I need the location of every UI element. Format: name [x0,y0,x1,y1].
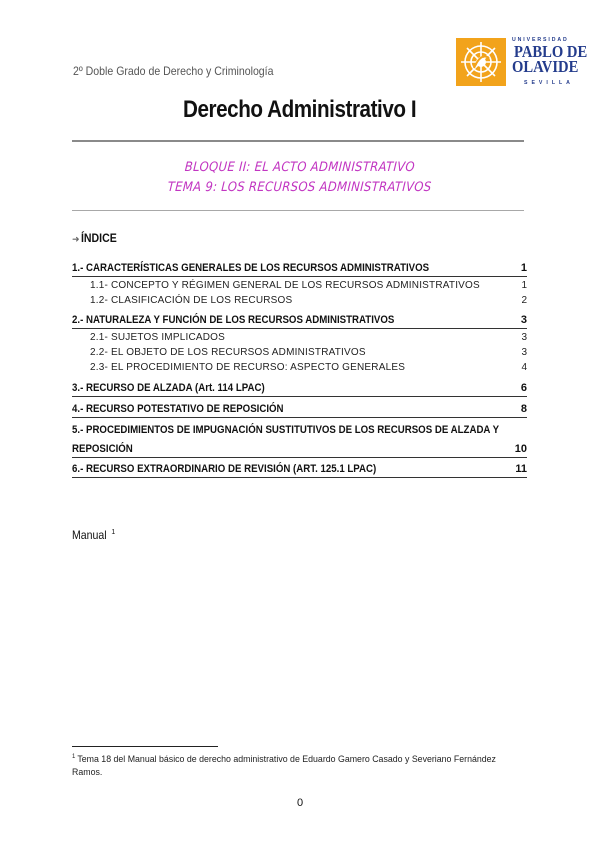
arrow-icon: ➜ [72,234,80,244]
university-emblem-icon [456,38,506,86]
page-number: 0 [296,797,304,809]
toc-subentry-label: 2.3- EL PROCEDIMIENTO DE RECURSO: ASPECTO GENERALES [90,362,406,373]
university-name [512,36,588,88]
subtitle-divider [72,210,524,211]
index-heading-label: ÍNDICE [80,231,117,245]
toc-entry[interactable] [72,314,527,329]
toc-entry-page: 10 [514,443,527,455]
toc-entry-label: 4.- RECURSO POTESTATIVO DE REPOSICIÓN [72,403,284,415]
toc-subentry[interactable] [72,332,527,345]
block-heading [0,160,600,175]
topic-heading-text: TEMA 9: LOS RECURSOS ADMINISTRATIVOS [167,180,433,195]
toc-entry[interactable] [72,463,527,478]
toc-entry-label: 3.- RECURSO DE ALZADA (Art. 114 LPAC) [72,382,265,394]
toc-entry-page: 6 [520,382,527,394]
toc-entry-page: 8 [520,403,527,415]
manual-label: Manual [72,528,107,542]
toc-subentry-label: 2.2- EL OBJETO DE LOS RECURSOS ADMINISTRATIVOS [90,347,366,358]
course-name: 2º Doble Grado de Derecho y Criminología [73,64,274,78]
toc-subentry-page: 3 [521,332,527,343]
manual-reference [72,528,115,542]
topic-heading [0,180,600,195]
toc-subentry-page: 3 [521,347,527,358]
toc-subentry[interactable] [72,280,527,293]
toc-subentry-label: 2.1- SUJETOS IMPLICADOS [90,332,226,343]
document-title-text: Derecho Administrativo I [183,96,417,123]
title-divider [72,140,524,142]
toc-entry-label: 2.- NATURALEZA Y FUNCIÓN DE LOS RECURSOS ADMINISTRATIVOS [72,314,395,326]
block-heading-text: BLOQUE II: EL ACTO ADMINISTRATIVO [184,160,416,175]
toc-entry[interactable] [72,424,527,458]
footnote-divider [72,746,218,747]
footnote-text: Tema 18 del Manual básico de derecho administrativo de Eduardo Gamero Casado y Severiano Fernández Ramos. [72,753,496,777]
toc-subentry-page: 4 [521,362,527,373]
logo-line-universidad: UNIVERSIDAD [512,37,569,43]
logo-line-sevilla: SEVILLA [524,80,574,86]
toc-entry-label: 1.- CARACTERÍSTICAS GENERALES DE LOS RECURSOS ADMINISTRATIVOS [72,262,430,274]
university-logo [456,36,588,88]
toc-subentry-page: 2 [521,295,527,306]
footnote-number: 1 [72,754,76,760]
toc-entry[interactable] [72,382,527,397]
toc-subentry[interactable] [72,295,527,308]
toc-entry-label: 6.- RECURSO EXTRAORDINARIO DE REVISIÓN (ART. 125.1 LPAC) [72,463,377,475]
footnote [72,751,522,779]
toc-entry-page: 11 [515,463,527,475]
document-title [0,96,600,124]
toc-entry[interactable] [72,262,527,277]
toc-entry-label-continued: REPOSICIÓN [72,443,133,455]
logo-line-olavide: OLAVIDE [512,57,579,76]
toc-subentry-page: 1 [521,280,527,291]
toc-entry-page: 1 [520,262,527,274]
index-heading [72,231,121,245]
toc-subentry[interactable] [72,347,527,360]
footnote-marker[interactable]: 1 [111,529,116,536]
toc-subentry-label: 1.2- CLASIFICACIÓN DE LOS RECURSOS [90,295,293,306]
toc-subentry[interactable] [72,362,527,375]
toc-entry[interactable] [72,403,527,418]
toc-subentry-label: 1.1- CONCEPTO Y RÉGIMEN GENERAL DE LOS RECURSOS ADMINISTRATIVOS [90,280,480,291]
toc-entry-label: 5.- PROCEDIMIENTOS DE IMPUGNACIÓN SUSTITUTIVOS DE LOS RECURSOS DE ALZADA Y [72,424,500,436]
toc-entry-page: 3 [520,314,527,326]
logo-line-pablo: PABLO DE [514,42,588,61]
